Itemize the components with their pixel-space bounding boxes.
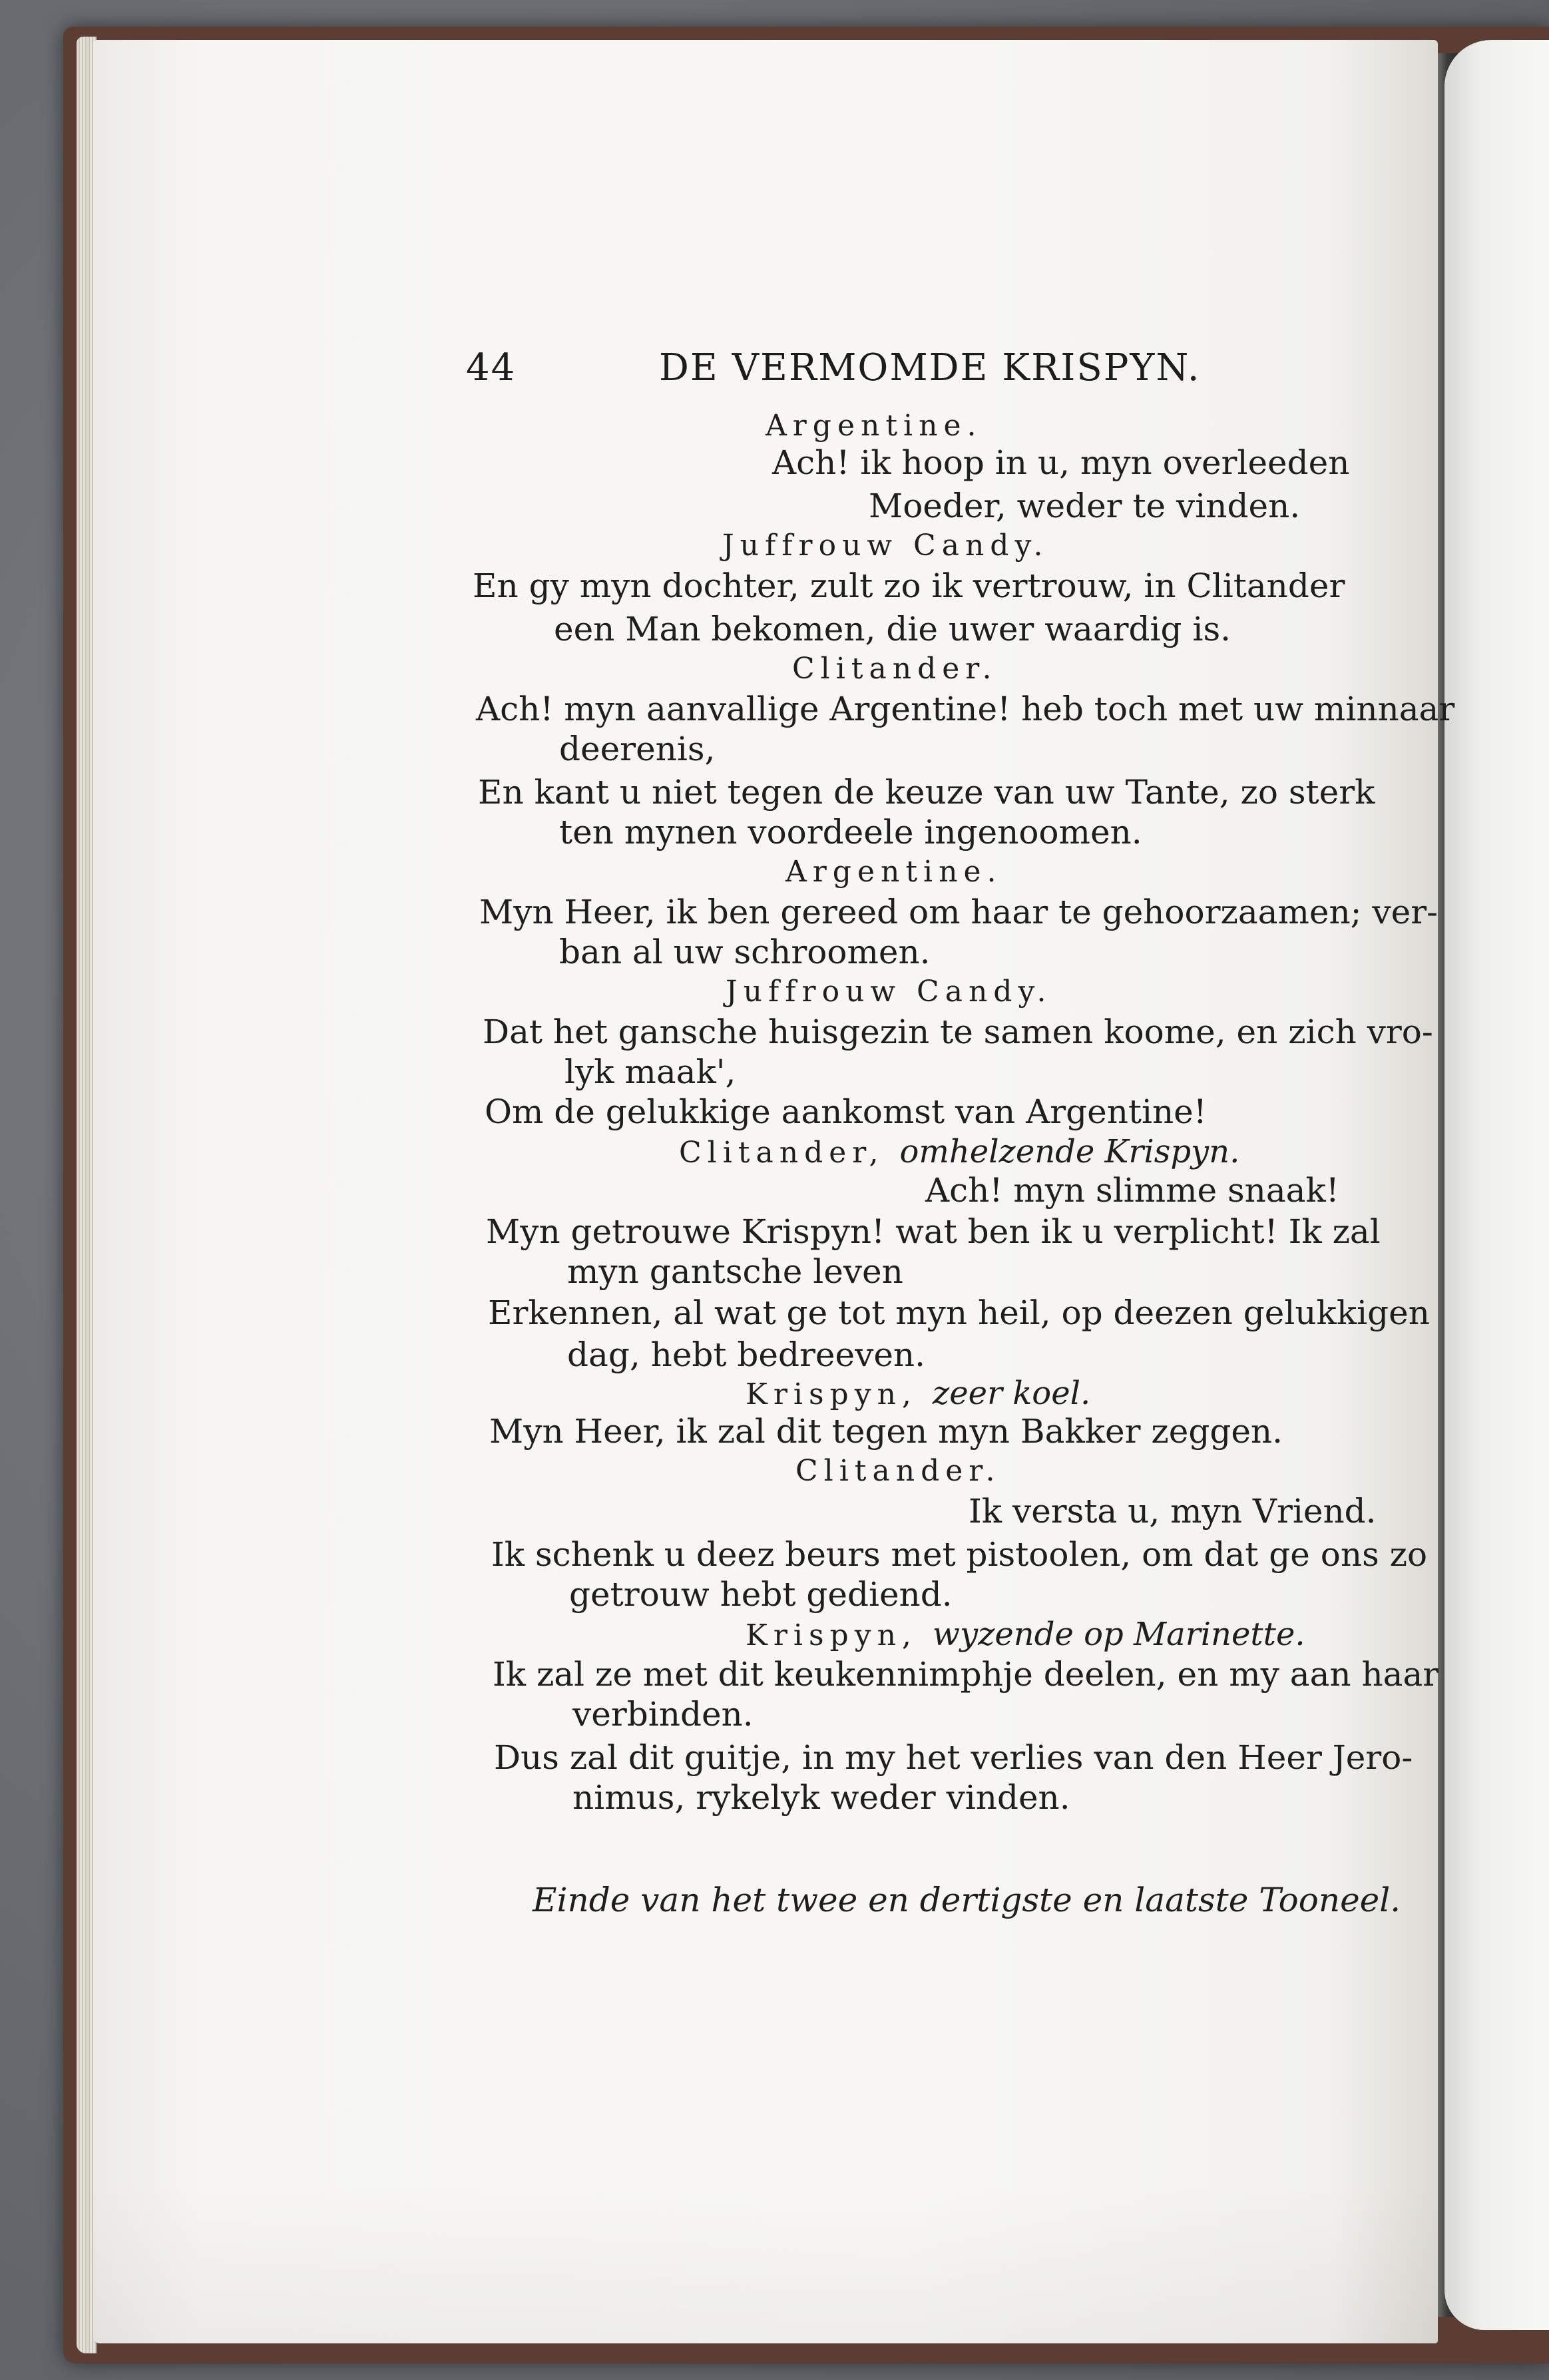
verse-line: lyk maak', bbox=[564, 1053, 736, 1091]
verse-line: ban al uw schroomen. bbox=[559, 933, 931, 971]
speaker-krispyn: Krispyn, wyzende op Marinette. bbox=[746, 1616, 1305, 1653]
speaker-clitander: Clitander, omhelzende Krispyn. bbox=[679, 1133, 1240, 1170]
speaker-argentine: Argentine. bbox=[766, 409, 983, 443]
verse-line: deerenis, bbox=[559, 730, 716, 768]
stage-direction: wyzende op Marinette. bbox=[932, 1616, 1305, 1653]
page-shadow bbox=[93, 2184, 1438, 2343]
stage-direction: omhelzende Krispyn. bbox=[899, 1133, 1240, 1170]
speaker-clitander: Clitander. bbox=[795, 1454, 1001, 1488]
verse-line: een Man bekomen, die uwer waardig is. bbox=[554, 610, 1231, 648]
speaker-argentine: Argentine. bbox=[785, 855, 1002, 889]
verse-line: Erkennen, al wat ge tot myn heil, op deezen gelukkigen bbox=[488, 1294, 1430, 1332]
verse-line: Myn Heer, ik ben gereed om haar te gehoorzaamen; ver- bbox=[479, 893, 1438, 931]
verse-line: Ik zal ze met dit keukennimphje deelen, en my aan haar bbox=[493, 1655, 1439, 1694]
verse-line: Myn getrouwe Krispyn! wat ben ik u verplicht! Ik zal bbox=[486, 1212, 1381, 1251]
verse-line: Dus zal dit guitje, in my het verlies van den Heer Jero- bbox=[494, 1738, 1413, 1777]
speaker-krispyn: Krispyn, zeer koel. bbox=[746, 1375, 1091, 1412]
verse-line: myn gantsche leven bbox=[567, 1252, 903, 1291]
verse-line: Dat het gansche huisgezin te samen koome, en zich vro- bbox=[483, 1013, 1433, 1051]
verse-line: Ach! myn slimme snaak! bbox=[925, 1171, 1339, 1210]
facing-page bbox=[1444, 40, 1549, 2330]
running-header bbox=[466, 346, 1371, 399]
verse-line: Om de gelukkige aankomst van Argentine! bbox=[485, 1092, 1207, 1131]
verse-line: En gy myn dochter, zult zo ik vertrouw, in Clitander bbox=[473, 567, 1345, 605]
verse-line: getrouw hebt gediend. bbox=[569, 1575, 953, 1614]
page-number: 44 bbox=[466, 346, 517, 389]
verse-line: ten mynen voordeele ingenoomen. bbox=[559, 813, 1142, 851]
verse-line: dag, hebt bedreeven. bbox=[567, 1335, 926, 1374]
verse-line: Ach! myn aanvallige Argentine! heb toch met uw minnaar bbox=[476, 690, 1455, 728]
running-title: DE VERMOMDE KRISPYN. bbox=[659, 346, 1201, 389]
verse-line: Ik schenk u deez beurs met pistoolen, om dat ge ons zo bbox=[491, 1535, 1428, 1574]
scene-end-line: Einde van het twee en dertigste en laatste Tooneel. bbox=[533, 1881, 1401, 1919]
verse-line: nimus, rykelyk weder vinden. bbox=[572, 1778, 1070, 1817]
verse-line: verbinden. bbox=[572, 1695, 754, 1734]
verse-line: En kant u niet tegen de keuze van uw Tante, zo sterk bbox=[478, 773, 1375, 812]
speaker-clitander: Clitander. bbox=[792, 652, 998, 686]
speaker-juffrouw-candy: Juffrouw Candy. bbox=[722, 529, 1049, 563]
speaker-juffrouw-candy: Juffrouw Candy. bbox=[726, 975, 1052, 1009]
verse-line: Moeder, weder te vinden. bbox=[869, 487, 1301, 525]
stage-direction: zeer koel. bbox=[932, 1375, 1091, 1412]
verse-line: Myn Heer, ik zal dit tegen myn Bakker zeggen. bbox=[489, 1412, 1283, 1451]
verse-line: Ach! ik hoop in u, myn overleeden bbox=[772, 443, 1350, 482]
verse-line: Ik versta u, myn Vriend. bbox=[969, 1492, 1377, 1531]
